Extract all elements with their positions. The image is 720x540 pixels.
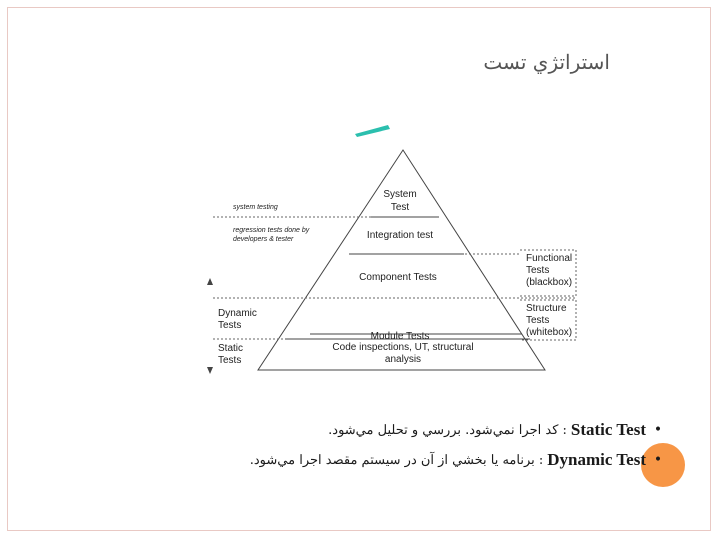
level-code-line1: Code inspections, UT, structural bbox=[332, 342, 474, 353]
arrow-up-icon bbox=[207, 278, 213, 285]
bullet-description: : كد اجرا نمي‌شود. بررسي و تحليل مي‌شود. bbox=[328, 422, 567, 438]
structure-tests-line3: (whitebox) bbox=[526, 327, 573, 338]
bullet-static-test bbox=[200, 418, 670, 442]
static-tests-line2: Tests bbox=[218, 355, 242, 366]
dynamic-tests-line2: Tests bbox=[218, 320, 242, 331]
bullet-term: Dynamic Test bbox=[547, 450, 646, 469]
functional-tests-line1: Functional bbox=[526, 253, 573, 264]
bullet-term: Static Test bbox=[570, 420, 646, 439]
level-component: Component Tests bbox=[359, 272, 437, 283]
page-title: استراتژي تست bbox=[483, 50, 610, 74]
note-regression-line1: regression tests done by bbox=[233, 227, 310, 234]
structure-tests-line1: Structure bbox=[526, 303, 567, 314]
static-tests-line1: Static bbox=[218, 343, 244, 354]
bullet-dot: • bbox=[653, 422, 663, 438]
level-integration: Integration test bbox=[366, 230, 434, 241]
level-module: Module Tests bbox=[370, 331, 430, 342]
bullet-dynamic-test bbox=[200, 448, 670, 472]
level-code-line2: analysis bbox=[384, 354, 422, 365]
teal-marker bbox=[355, 125, 390, 137]
arrow-down-icon bbox=[207, 367, 213, 374]
level-system-line2: Test bbox=[390, 202, 410, 213]
level-system-line1: System bbox=[383, 189, 417, 200]
note-regression-line2: developers & tester bbox=[233, 236, 294, 243]
bullet-dot: • bbox=[653, 452, 663, 468]
structure-tests-line2: Tests bbox=[526, 315, 550, 326]
functional-tests-line2: Tests bbox=[526, 265, 550, 276]
dynamic-tests-line1: Dynamic bbox=[218, 308, 257, 319]
bullet-description: : برنامه يا بخشي از آن در سيستم مقصد اجرا مي‌شود. bbox=[249, 452, 544, 468]
note-system-testing: system testing bbox=[233, 204, 278, 211]
functional-tests-line3: (blackbox) bbox=[526, 277, 573, 288]
